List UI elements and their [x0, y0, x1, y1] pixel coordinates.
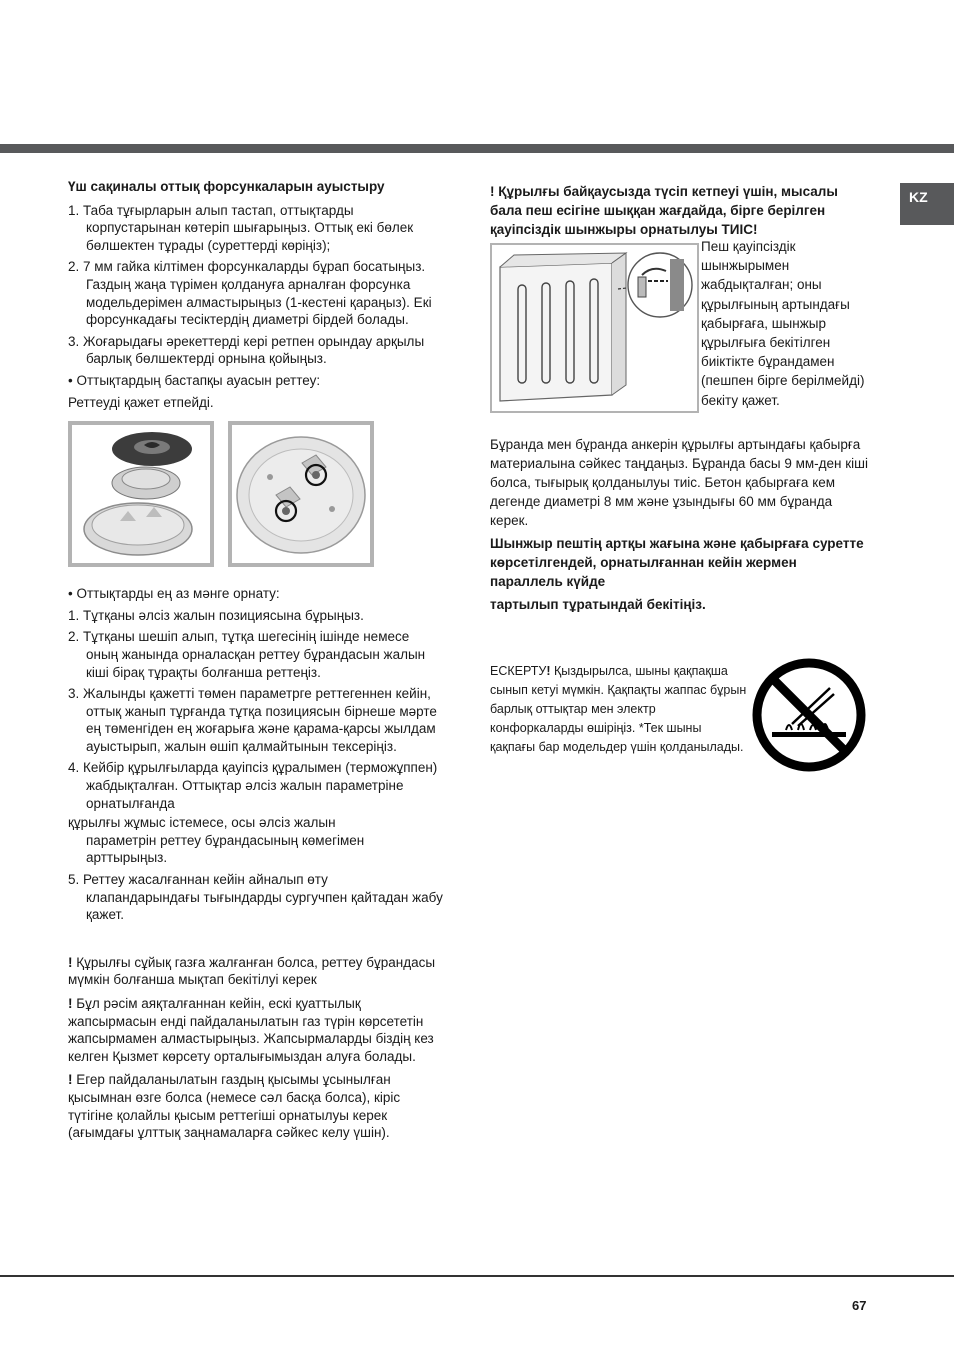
right-column: [490, 182, 868, 792]
language-tab: KZ: [900, 183, 954, 225]
chain-fix-instruction-end: тартылып тұратындай бекітіңіз.: [490, 597, 706, 612]
chain-description: Пеш қауіпсіздік шынжырымен жабдықталған; оны құрылғының артындағы қабырғаға, шынжыр құрылғыға бекітілген биіктікте бұрандамен (пешпен бірге берілмейді) бекіту қажет.: [701, 239, 865, 408]
left-column: [68, 178, 443, 1146]
list-item: 1. Тұтқаны әлсіз жалын позициясына бұрыңыз.: [68, 607, 364, 623]
warning-label-replace: ! Бұл рәсім аяқталғаннан кейін, ескі қуаттылық жапсырмасын енді пайдаланылатын газ түрін көрсететін жапсырмамен алмастырыңыз. Жапсырмаларды біздің кез келген Қызмет көрсету орталығымыздан алуға болады.: [68, 996, 434, 1064]
list-item: 4. Кейбір құрылғыларда қауіпсіз құралымен (терможұппен) жабдықталған. Оттықтар әлсіз жалын параметріне орнатылғанда: [68, 760, 438, 811]
burner-figures: [68, 421, 443, 567]
bottom-rule: [0, 1275, 954, 1277]
exclamation-icon: !: [490, 184, 495, 199]
list-item: 2. Тұтқаны шешіп алып, тұтқа шегесінің ішінде немесе оның жанында орналасқан реттеу бұрандасын жалын кіші бірақ тұрақты болғанша реттеңіз.: [68, 629, 426, 680]
list-item: • Оттықтардың бастапқы ауасын реттеу:: [68, 372, 321, 388]
no-adjust-note: Реттеуді қажет етпейді.: [68, 394, 214, 410]
exclamation-icon: !: [68, 1072, 73, 1088]
page-number: 67: [852, 1298, 867, 1313]
chain-section: [490, 239, 868, 429]
top-bar: [0, 144, 954, 153]
list-item: 5. Реттеу жасалғаннан кейін айналып өту клапандарындағы тығындарды сургучпен қайтадан жабу қажет.: [68, 872, 443, 923]
caution-text: ЕСКЕРТУ! Қыздырылса, шыны қақпақша сынып кетуі мүмкін. Қақпақты жаппас бұрын барлық оттықтар мен электр конфоркаларды өшіріңіз. *Тек шыны қақпағы бар модельдер үшін қолданылады.: [490, 664, 747, 754]
list-item-continued: құрылғы жұмыс істемесе, осы әлсіз жалын: [68, 815, 336, 831]
min-setting-heading: • Оттықтарды ең аз мәнге орнату:: [68, 586, 280, 602]
chain-fix-instruction: Шынжыр пештің артқы жағына және қабырғаға суретте көрсетілгендей, орнатылғаннан кейін жермен параллель күйде: [490, 536, 864, 589]
figure-oven-chain: [490, 243, 699, 413]
glass-lid-caution: [490, 662, 868, 792]
chain-warning: ! Құрылғы байқаусызда түсіп кетпеуі үшін, мысалы бала пеш есігіне шыққан жағдайда, бірге берілген қауіпсіздік шынжыры орнатылуы ТИІС!: [490, 184, 838, 237]
list-item: 1. Таба тұғырларын алып тастап, оттықтарды корпустарынан көтеріп шығарыңыз. Оттық екі бөлек бөлшектен тұрады (суреттерді көріңіз);: [68, 202, 414, 253]
no-hot-glass-lid-icon: [752, 658, 866, 772]
section-heading: Үш сақиналы оттық форсункаларын ауыстыру: [68, 179, 385, 194]
list-item: 3. Жоғарыдағы әрекеттерді кері ретпен орындау арқылы барлық бөлшектерді орнына қойыңыз.: [68, 333, 425, 367]
burner-injectors-icon: [232, 425, 370, 563]
exclamation-icon: !: [546, 664, 551, 678]
caution-label: ЕСКЕРТУ: [490, 664, 547, 678]
oven-chain-icon: [492, 245, 697, 411]
warning-pressure: ! Егер пайдаланылатын газдың қысымы ұсынылған қысымнан өзге болса (немесе сәл басқа болса), кіріс түтігіне қолайлы қысым реттегіші орнатылуы керек (ағымдағы ұлттық заңнамаларға сәйкес келу үшін).: [68, 1072, 401, 1141]
warning-lpg: ! Құрылғы сұйық газға жалғанған болса, реттеу бұрандасы мүмкін болғанша мықтап бекітілуі керек: [68, 954, 436, 988]
exclamation-icon: !: [68, 954, 73, 970]
exclamation-icon: !: [68, 996, 73, 1011]
list-item: 2. 7 мм гайка кілтімен форсункаларды бұрап босатыңыз. Газдың жаңа түрімен қолдануға арналған форсунка модельдерімен алмастырыңыз (1-кестені қараңыз). Екі форсункадағы тесіктердің диаметрі бірдей болады.: [68, 259, 432, 328]
burner-exploded-icon: [72, 425, 210, 563]
figure-burner-injectors: [228, 421, 374, 567]
list-item: 3. Жалынды қажетті төмен параметрге реттегеннен кейін, оттық жанып тұрғанда тұтқа позициясын бірнеше мәрте ең төменгіден ең жоғарыға және қарама-қарсы жылдам ауыстырып, жалын өшіп қалмайтынын тексеріңіз.: [68, 686, 437, 754]
figure-burner-exploded: [68, 421, 214, 567]
screw-instructions: Бұранда мен бұранда анкерін құрылғы артындағы қабырға материалына сәйкес таңдаңыз. Бұранда басы 9 мм-ден кіші болса, тығырық қолданылуы тиіс. Бетон қабырғаға кем дегенде диаметрі 8 мм және ұзындығы 60 мм бұранда керек.: [490, 437, 868, 528]
list-item-continued: параметрін реттеу бұрандасының көмегімен арттырыңыз.: [86, 832, 365, 866]
